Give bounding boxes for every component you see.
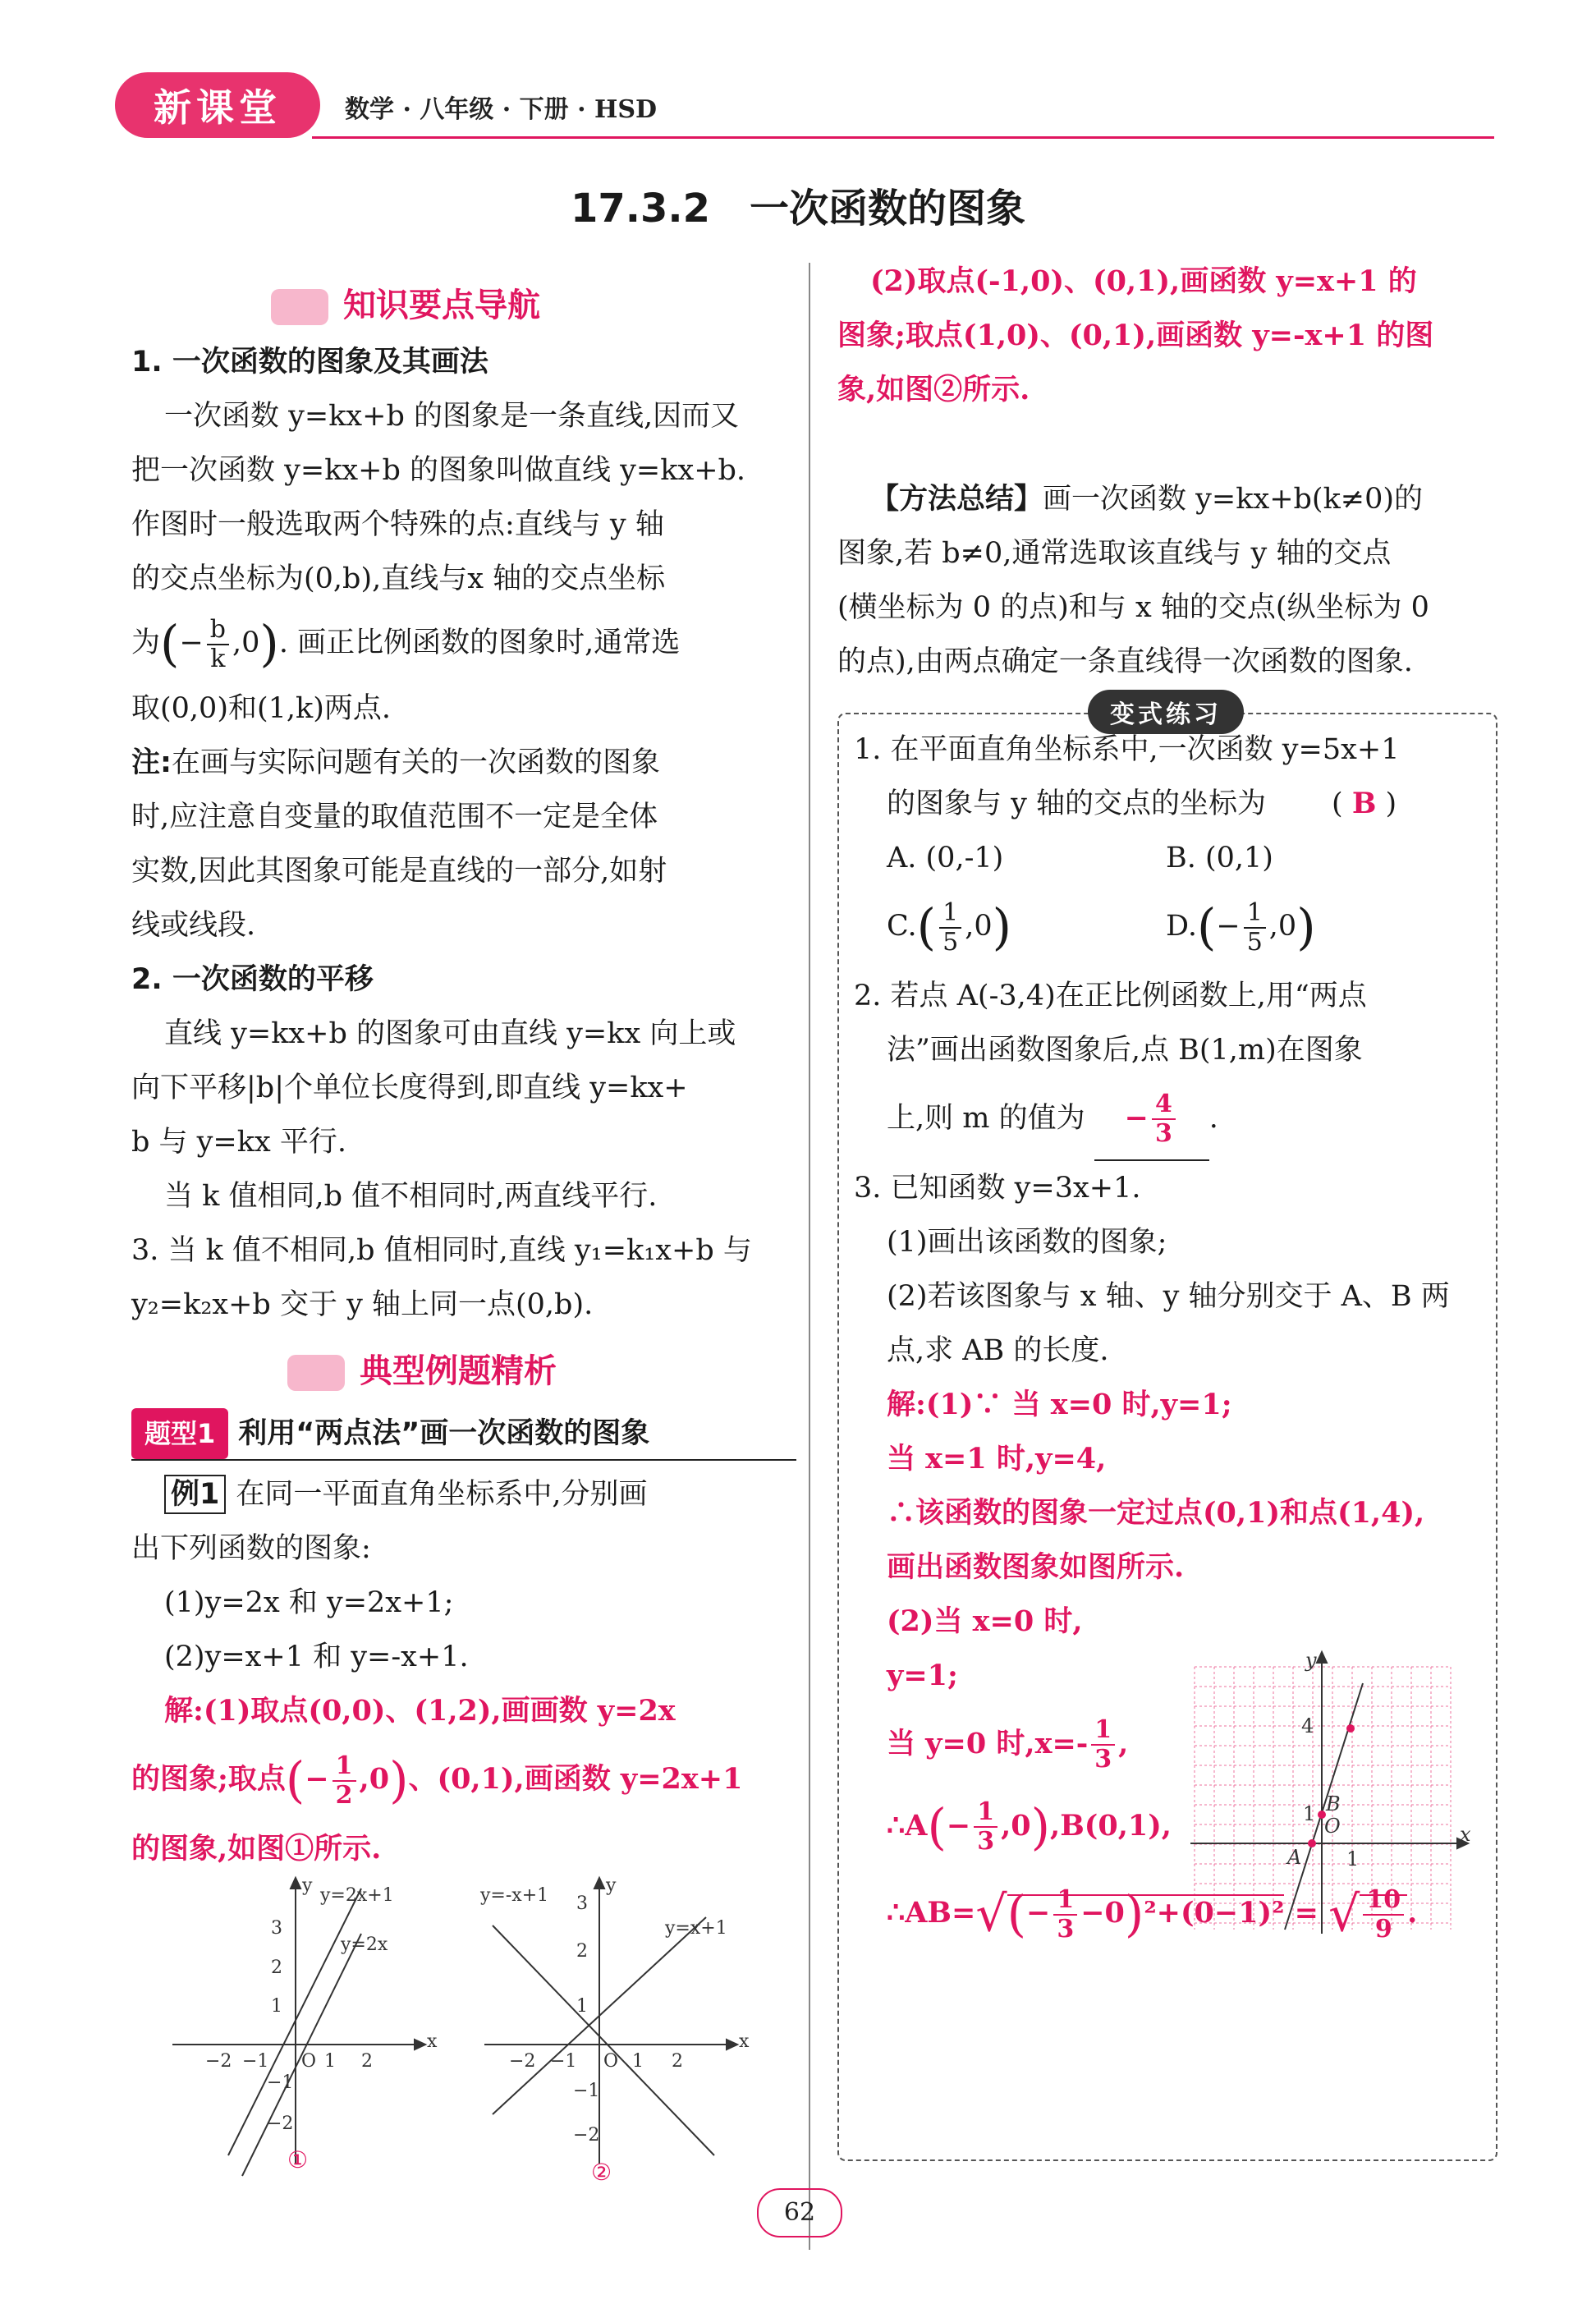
line-y-3x-plus-1 <box>1285 1683 1363 1930</box>
options-row: A. (0,-1) B. (0,1) <box>887 842 1273 874</box>
method-summary <box>837 472 1511 689</box>
origin-label: O <box>301 2051 317 2072</box>
question-line: 的图象与 y 轴的交点的坐标为 ( B ) <box>887 787 1397 820</box>
tick-label: 1 <box>271 1996 282 2017</box>
question-line: 法”画出函数图象后,点 B(1,m)在图象 <box>887 1033 1363 1067</box>
answer-choice: B <box>1351 787 1377 820</box>
answer-blank: − $\frac{4}{3}$ <box>1094 1077 1209 1161</box>
tick-label: −1 <box>573 2081 600 2101</box>
tick-label: −2 <box>205 2051 232 2072</box>
logo: 新课堂 <box>115 72 320 138</box>
type-label: 题型1 <box>131 1408 228 1459</box>
tick-label: 2 <box>271 1957 282 1978</box>
tick-label: −2 <box>573 2125 600 2146</box>
knowledge-body <box>131 335 796 1332</box>
fraction: $\frac{1}{2}$ <box>332 1752 356 1810</box>
practice-badge: 变式练习 <box>1088 690 1244 734</box>
tick-label: 1 <box>1346 1847 1360 1870</box>
point-label-A: A <box>1287 1846 1302 1869</box>
point2-line: b 与 y=kx 平行. <box>131 1125 346 1159</box>
point1-line: 把一次函数 y=kx+b 的图象叫做直线 y=kx+b. <box>131 454 746 487</box>
solution-line: (2)取点(-1,0)、(0,1),画函数 y=x+1 的 <box>870 264 1417 298</box>
solution-line-fraction: ∴A(− $\frac{1}{3}$ ,0),B(0,1), <box>887 1797 1172 1856</box>
point1-line: 一次函数 y=kx+b 的图象是一条直线,因而又 <box>164 400 740 433</box>
tick-label: 3 <box>576 1893 588 1914</box>
line-label: y=-x+1 <box>480 1885 549 1906</box>
question-line-answer: 上,则 m 的值为 − $\frac{4}{3}$ . <box>854 1077 1486 1161</box>
point2-line: 向下平移|b|个单位长度得到,即直线 y=kx+ <box>131 1071 688 1104</box>
solution-line-fraction: 当 y=0 时,x=- $\frac{1}{3}$ , <box>887 1715 1129 1774</box>
example-question-line: (2)y=x+1 和 y=-x+1. <box>164 1641 469 1673</box>
line-y-neg-x-plus-1 <box>493 1925 714 2155</box>
fig2-lines <box>493 1917 714 2155</box>
solution-line: 解:(1)取点(0,0)、(1,2),画画数 y=2x <box>164 1694 676 1728</box>
column-divider <box>809 263 810 2250</box>
tick-label: −1 <box>242 2051 269 2072</box>
question-line: (1)画出该函数的图象; <box>887 1225 1167 1259</box>
example-section <box>131 1408 796 1876</box>
x-label: x <box>739 2031 750 2052</box>
point1-line: 取(0,0)和(1,k)两点. <box>131 691 392 725</box>
tick-label: 4 <box>1301 1714 1314 1737</box>
example-question-line: 出下列函数的图象: <box>131 1532 371 1565</box>
tick-label: −1 <box>550 2051 577 2072</box>
figure-caption: ② <box>591 2159 612 2186</box>
solution-line: 解:(1)∵ 当 x=0 时,y=1; <box>887 1387 1232 1421</box>
note: 注:在画与实际问题有关的一次函数的图象 <box>131 746 661 779</box>
fraction: $\frac{b}{k}$ <box>207 616 229 673</box>
x-axis-arrow <box>727 2040 737 2049</box>
question-line: 1. 在平面直角坐标系中,一次函数 y=5x+1 <box>854 733 1400 766</box>
point3-line: 3. 当 k 值不相同,b 值相同时,直线 y₁=k₁x+b 与 <box>131 1233 752 1267</box>
example-question-line: (1)y=2x 和 y=2x+1; <box>164 1586 454 1619</box>
point1-line-fraction: 为(− $\frac{b}{k}$ ,0). 画正比例函数的图象时,通常选 <box>131 614 681 673</box>
figure-2-graph <box>476 1875 750 2188</box>
header-divider <box>312 136 1494 139</box>
note-line: 时,应注意自变量的取值范围不一定是全体 <box>131 800 658 833</box>
x-label: x <box>427 2031 438 2052</box>
figure-caption: ① <box>287 2146 309 2173</box>
solution-line: 当 x=1 时,y=4, <box>887 1441 1107 1476</box>
point1-line: 的交点坐标为(0,b),直线与x 轴的交点坐标 <box>131 562 666 595</box>
point-label-B: B <box>1326 1792 1341 1815</box>
method-line: 【方法总结】画一次函数 y=kx+b(k≠0)的 <box>870 483 1424 516</box>
practice-grid-graph <box>1190 1650 1470 1946</box>
page-title: 17.3.2 一次函数的图象 <box>570 186 1026 232</box>
tick-label: 1 <box>324 2051 336 2072</box>
method-line: (横坐标为 0 的点)和与 x 轴的交点(纵坐标为 0 <box>837 591 1429 624</box>
header-subtitle: 数学 · 八年级 · 下册 · HSD <box>345 95 658 124</box>
line-label: y=x+1 <box>665 1918 727 1939</box>
options-row: C.( $\frac{1}{5}$ ,0) D.(− $\frac{1}{5}$ ,0) <box>887 897 1316 957</box>
tick-label: 3 <box>271 1918 282 1939</box>
point1-title: 1. 一次函数的图象及其画法 <box>131 346 488 379</box>
point2-line: 当 k 值相同,b 值不相同时,两直线平行. <box>164 1179 658 1213</box>
page-number: 62 <box>757 2188 842 2237</box>
solution-line: 画出函数图象如图所示. <box>887 1549 1185 1584</box>
example-solution-continued <box>837 255 1511 417</box>
tick-label: −2 <box>509 2051 536 2072</box>
y-label: y <box>1305 1649 1317 1672</box>
line-label: y=2x+1 <box>320 1885 394 1906</box>
note-line: 线或线段. <box>131 908 256 942</box>
note-line: 实数,因此其图象可能是直线的一部分,如射 <box>131 854 667 888</box>
x-axis-arrow <box>415 2040 425 2049</box>
example-label: 例1 <box>164 1475 226 1514</box>
knowledge-heading: 知识要点导航 <box>271 279 540 326</box>
solution-line: ∴该函数的图象一定过点(0,1)和点(1,4), <box>887 1495 1425 1530</box>
book-icon <box>287 1355 345 1391</box>
tick-label: 1 <box>632 2051 644 2072</box>
tick-label: −2 <box>267 2114 294 2134</box>
solution-line: y=1; <box>887 1658 958 1692</box>
point-1-4 <box>1346 1724 1355 1733</box>
question-line: (2)若该图象与 x 轴、y 轴分别交于 A、B 两 <box>887 1279 1450 1313</box>
x-label: x <box>1460 1823 1471 1846</box>
tick-label: 1 <box>576 1996 588 2017</box>
solution-line-sqrt: ∴AB=√(− $\frac{1}{3}$ −0)²+(0−1)² = √ $\frac{10}{9}$ . <box>887 1884 1418 1944</box>
method-line: 图象,若 b≠0,通常选取该直线与 y 轴的交点 <box>837 537 1392 570</box>
y-label: y <box>302 1875 313 1896</box>
tick-label: −1 <box>267 2072 294 2093</box>
tick-label: 2 <box>672 2051 683 2072</box>
tick-label: 2 <box>361 2051 373 2072</box>
question-line: 2. 若点 A(-3,4)在正比例函数上,用“两点 <box>854 979 1367 1012</box>
example-question: 例1 在同一平面直角坐标系中,分别画 <box>131 1467 796 1521</box>
solution-line-fraction: 的图象;取点(− $\frac{1}{2}$ ,0)、(0,1),画函数 y=2x+1 <box>131 1751 743 1810</box>
point2-title: 2. 一次函数的平移 <box>131 962 374 996</box>
examples-heading: 典型例题精析 <box>287 1345 557 1392</box>
point1-line: 作图时一般选取两个特殊的点:直线与 y 轴 <box>131 508 664 541</box>
point-A <box>1308 1839 1316 1847</box>
point3-line: y₂=k₂x+b 交于 y 轴上同一点(0,b). <box>131 1287 594 1321</box>
origin-label: O <box>1324 1815 1341 1838</box>
figure-1-graph <box>164 1875 438 2173</box>
y-axis-arrow <box>594 1878 604 1889</box>
type-heading: 题型1 利用“两点法”画一次函数的图象 <box>131 1408 796 1461</box>
y-axis-arrow <box>291 1878 300 1889</box>
point2-line: 直线 y=kx+b 的图象可由直线 y=kx 向上或 <box>164 1017 736 1050</box>
solution-line: 象,如图②所示. <box>837 373 1030 406</box>
solution-line: 的图象,如图①所示. <box>131 1831 382 1866</box>
question-line: 点,求 AB 的长度. <box>887 1333 1109 1367</box>
solution-line: (2)当 x=0 时, <box>887 1604 1083 1638</box>
tick-label: 2 <box>576 1941 588 1962</box>
origin-label: O <box>603 2051 619 2072</box>
question-line: 3. 已知函数 y=3x+1. <box>854 1171 1141 1205</box>
line-label: y=2x <box>341 1935 388 1955</box>
book-icon <box>271 289 328 325</box>
solution-line: 图象;取点(1,0)、(0,1),画函数 y=-x+1 的图 <box>837 319 1434 352</box>
y-label: y <box>606 1875 617 1896</box>
tick-label: 1 <box>1303 1802 1316 1825</box>
y-axis-arrow <box>1317 1652 1327 1663</box>
method-line: 的点),由两点确定一条直线得一次函数的图象. <box>837 645 1413 678</box>
